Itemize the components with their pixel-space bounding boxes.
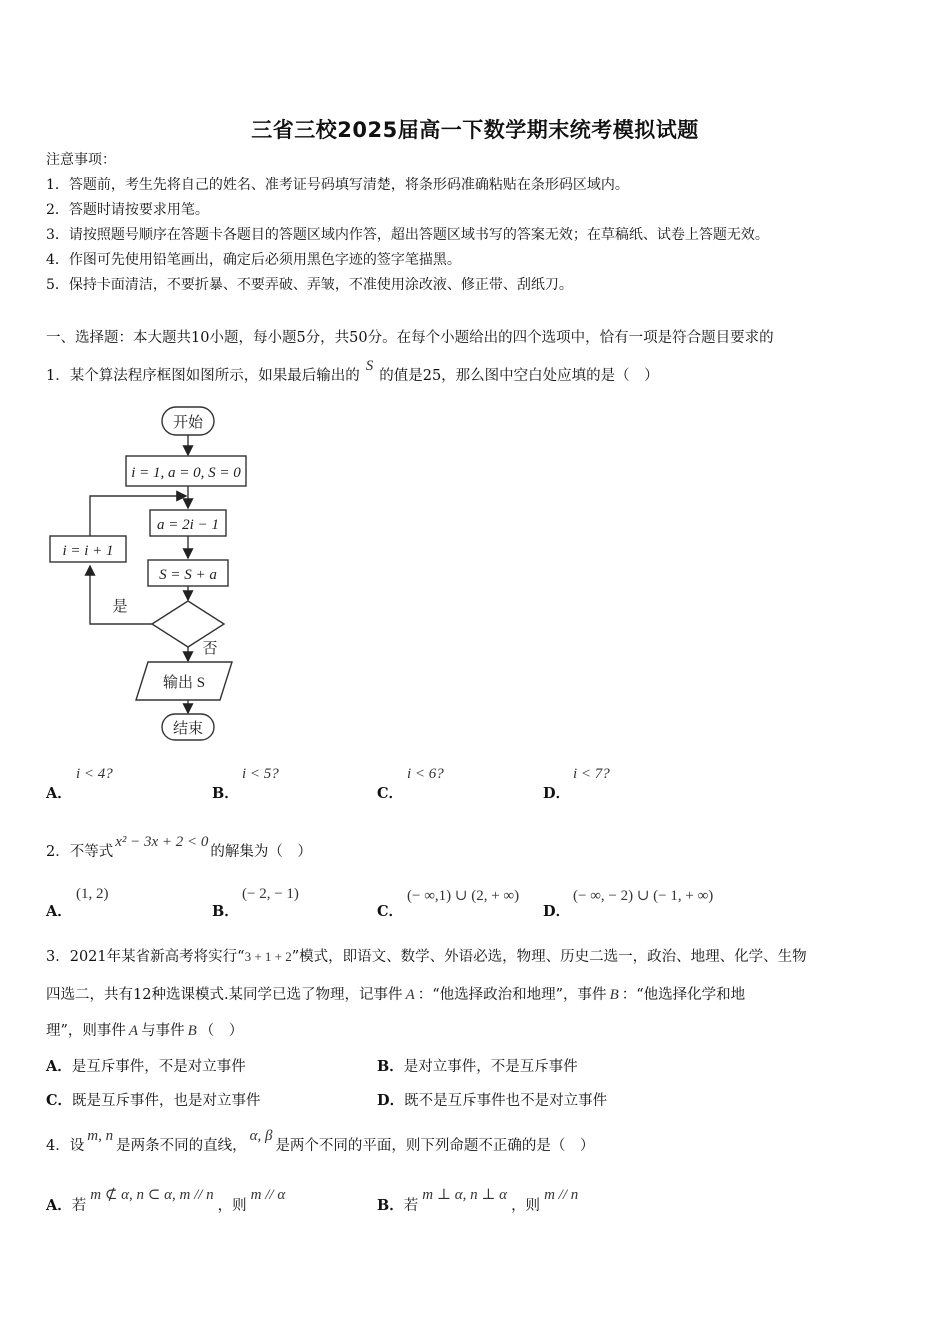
option-label: C． — [377, 785, 404, 802]
notice-item: 2．答题时请按要求用笔。 — [46, 202, 209, 218]
question-3-line-2 — [46, 983, 745, 1004]
option-d[interactable] — [543, 782, 570, 803]
question-text: 的解集为（ ） — [210, 844, 312, 860]
math-event-b: B — [187, 1023, 197, 1039]
option-c[interactable] — [46, 1089, 261, 1110]
math-alpha-beta: α, β — [249, 1128, 273, 1144]
option-label: A． — [46, 785, 72, 802]
question-text: 理”，则事件 — [46, 1023, 126, 1039]
option-text: 既不是互斥事件也不是对立事件 — [404, 1093, 608, 1109]
notice-block — [46, 148, 769, 298]
math-3-1-2: 3 + 1 + 2 — [244, 949, 292, 964]
question-4 — [46, 1128, 595, 1155]
question-number: 1． — [46, 368, 70, 384]
flow-no-label: 否 — [202, 641, 218, 657]
question-text: 四选二，共有12种选课模式.某同学已选了物理，记事件 — [46, 987, 403, 1003]
option-label: A． — [46, 1058, 72, 1075]
option-c[interactable] — [377, 782, 403, 803]
option-a[interactable] — [46, 1187, 289, 1215]
question-text: 与事件 — [141, 1023, 185, 1039]
option-label: A． — [46, 903, 72, 920]
notice-item: 3．请按照题号顺序在答题卡各题目的答题区域内作答，超出答题区域书写的答案无效；在草稿纸、试卷上答题无效。 — [46, 227, 769, 243]
option-b[interactable] — [377, 1055, 578, 1076]
notice-heading: 注意事项： — [46, 152, 116, 168]
option-a[interactable] — [46, 1055, 246, 1076]
question-number: 3． — [46, 949, 70, 965]
option-label: A． — [46, 1197, 72, 1214]
q2-options — [46, 884, 926, 924]
option-label: B． — [212, 903, 239, 920]
question-2 — [46, 834, 312, 861]
question-text: 某个算法程序框图如图所示，如果最后输出的 — [69, 368, 360, 384]
option-label: D． — [377, 1092, 405, 1109]
question-3-line-3 — [46, 1019, 243, 1040]
option-text: 若 — [71, 1198, 87, 1214]
option-label: D． — [543, 785, 571, 802]
q1-options — [46, 764, 926, 804]
notice-item: 1．答题前，考生先将自己的姓名、准考证号码填写清楚，将条形码准确粘贴在条形码区域内。 — [46, 177, 629, 193]
option-b-math: (− 2, − 1) — [242, 886, 299, 902]
option-label: B． — [377, 1197, 404, 1214]
option-d-math: (− ∞, − 2) ∪ (− 1, + ∞) — [573, 888, 714, 904]
option-c[interactable] — [377, 900, 403, 921]
option-b[interactable] — [212, 900, 239, 921]
flow-incr-label: i = i + 1 — [62, 543, 114, 559]
option-a-math: i < 4? — [76, 766, 113, 782]
option-c-math: (− ∞,1) ∪ (2, + ∞) — [407, 888, 520, 904]
option-label: B． — [377, 1058, 404, 1075]
option-c-math: i < 6? — [407, 766, 444, 782]
question-text: 2021年某省新高考将实行“ — [69, 949, 245, 965]
flow-output-label: 输出 S — [162, 675, 206, 691]
question-number: 2． — [46, 844, 70, 860]
math-s: S — [365, 358, 374, 374]
option-d[interactable] — [543, 900, 570, 921]
question-3-line-1 — [46, 945, 807, 966]
math-event-a: A — [128, 1023, 139, 1039]
question-text: 设 — [69, 1138, 85, 1154]
question-text: 是两条不同的直线， — [116, 1138, 247, 1154]
option-d[interactable] — [377, 1089, 607, 1110]
option-b-conclusion: m // n — [544, 1187, 579, 1203]
math-mn: m, n — [87, 1128, 114, 1144]
notice-item: 5．保持卡面清洁，不要折暴、不要弄破、弄皱，不准使用涂改液、修正带、刮纸刀。 — [46, 277, 573, 293]
notice-item: 4．作图可先使用铅笔画出，确定后必须用黑色字迹的签字笔描黑。 — [46, 252, 461, 268]
option-text: 既是互斥事件，也是对立事件 — [72, 1093, 261, 1109]
option-b-condition: m ⊥ α, n ⊥ α — [422, 1187, 508, 1203]
option-label: C． — [377, 903, 404, 920]
question-number: 4． — [46, 1138, 70, 1154]
option-a-conclusion: m // α — [250, 1187, 286, 1203]
section-heading: 一、选择题：本大题共10小题，每小题5分，共50分。在每个小题给出的四个选项中，恰有一项是符合题目要求的 — [46, 330, 774, 346]
flow-init-label: i = 1, a = 0, S = 0 — [131, 465, 241, 481]
question-text: 不等式 — [69, 844, 114, 860]
option-b-math: i < 5? — [242, 766, 279, 782]
flow-start-label: 开始 — [172, 415, 204, 431]
flow-yes-label: 是 — [112, 599, 128, 615]
math-event-b: B — [609, 987, 619, 1003]
page-title: 三省三校2025届高一下数学期末统考模拟试题 — [251, 118, 699, 142]
option-text: ，则 — [511, 1198, 541, 1214]
option-a[interactable] — [46, 782, 72, 803]
option-b[interactable] — [212, 782, 239, 803]
option-a-math: (1, 2) — [76, 886, 109, 902]
flow-step-a-label: a = 2i − 1 — [157, 517, 219, 533]
option-text: 若 — [403, 1198, 419, 1214]
flow-step-s-label: S = S + a — [159, 567, 217, 583]
flowchart — [44, 404, 264, 744]
question-text: 是两个不同的平面，则下列命题不正确的是（ ） — [275, 1138, 595, 1154]
option-d-math: i < 7? — [573, 766, 610, 782]
option-label: D． — [543, 903, 571, 920]
option-b[interactable] — [377, 1187, 582, 1215]
option-label: C． — [46, 1092, 73, 1109]
question-1 — [46, 358, 659, 385]
question-text: ”模式，即语文、数学、外语必选，物理、历史二选一，政治、地理、化学、生物 — [291, 949, 807, 965]
question-text: ：“他选择政治和地理”，事件 — [417, 987, 607, 1003]
question-text: （ ） — [199, 1023, 244, 1039]
question-text: 的值是25，那么图中空白处应填的是（ ） — [379, 368, 659, 384]
math-event-a: A — [405, 987, 415, 1003]
flow-end-label: 结束 — [172, 721, 204, 737]
option-a[interactable] — [46, 900, 72, 921]
option-a-condition: m ⊄ α, n ⊂ α, m // n — [90, 1187, 214, 1203]
option-text: 是对立事件，不是互斥事件 — [403, 1059, 578, 1075]
option-text: 是互斥事件，不是对立事件 — [71, 1059, 246, 1075]
question-text: ：“他选择化学和地 — [621, 987, 746, 1003]
option-text: ，则 — [217, 1198, 247, 1214]
math-inequality: x² − 3x + 2 < 0 — [115, 834, 209, 850]
option-label: B． — [212, 785, 239, 802]
